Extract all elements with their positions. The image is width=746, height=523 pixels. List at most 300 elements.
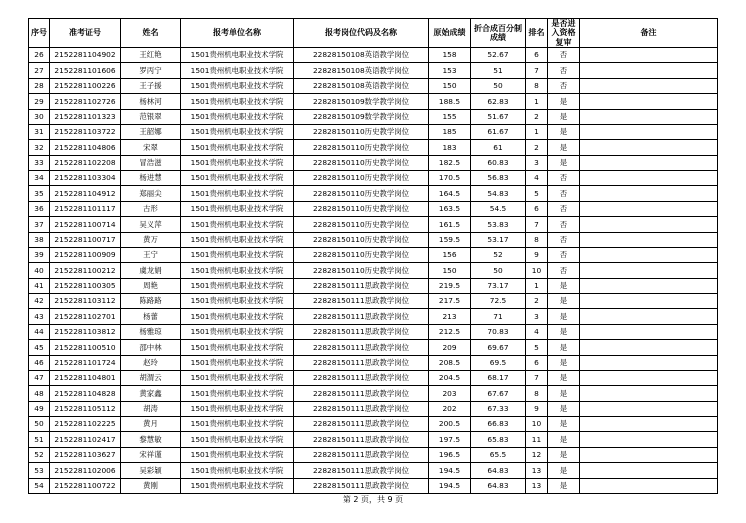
cell-seq: 50 xyxy=(29,417,50,432)
cell-unit: 1501贵州机电职业技术学院 xyxy=(181,78,294,93)
cell-qualified: 是 xyxy=(548,417,580,432)
cell-rank: 3 xyxy=(526,155,548,170)
cell-name: 冒浩滋 xyxy=(121,155,181,170)
cell-note xyxy=(580,401,718,416)
cell-exam-no: 2152281100212 xyxy=(50,263,121,278)
cell-name: 黄刚 xyxy=(121,478,181,493)
cell-name: 杨林河 xyxy=(121,94,181,109)
cell-converted-score: 71 xyxy=(471,309,526,324)
table-row xyxy=(29,432,718,447)
cell-name: 王宁 xyxy=(121,247,181,262)
cell-name: 黄月 xyxy=(121,417,181,432)
cell-post: 22828150110历史教学岗位 xyxy=(294,171,429,186)
cell-name: 吴义萍 xyxy=(121,217,181,232)
cell-converted-score: 68.17 xyxy=(471,370,526,385)
cell-raw-score: 158 xyxy=(429,48,471,63)
cell-raw-score: 188.5 xyxy=(429,94,471,109)
cell-rank: 6 xyxy=(526,48,548,63)
cell-rank: 12 xyxy=(526,447,548,462)
cell-unit: 1501贵州机电职业技术学院 xyxy=(181,370,294,385)
cell-unit: 1501贵州机电职业技术学院 xyxy=(181,417,294,432)
cell-seq: 29 xyxy=(29,94,50,109)
cell-rank: 7 xyxy=(526,217,548,232)
cell-raw-score: 194.5 xyxy=(429,463,471,478)
cell-converted-score: 72.5 xyxy=(471,294,526,309)
cell-converted-score: 67.67 xyxy=(471,386,526,401)
table-row xyxy=(29,355,718,370)
cell-note xyxy=(580,432,718,447)
cell-rank: 2 xyxy=(526,109,548,124)
cell-converted-score: 50 xyxy=(471,78,526,93)
header-raw-score: 原始成绩 xyxy=(429,19,471,48)
cell-qualified: 否 xyxy=(548,63,580,78)
cell-seq: 41 xyxy=(29,278,50,293)
cell-qualified: 是 xyxy=(548,386,580,401)
cell-raw-score: 156 xyxy=(429,247,471,262)
cell-rank: 9 xyxy=(526,247,548,262)
table-row xyxy=(29,340,718,355)
cell-rank: 5 xyxy=(526,340,548,355)
cell-post: 22828150111思政教学岗位 xyxy=(294,370,429,385)
table-row xyxy=(29,478,718,493)
table-row xyxy=(29,417,718,432)
table-row xyxy=(29,78,718,93)
cell-raw-score: 208.5 xyxy=(429,355,471,370)
cell-converted-score: 54.5 xyxy=(471,201,526,216)
cell-converted-score: 69.5 xyxy=(471,355,526,370)
table-row xyxy=(29,171,718,186)
cell-rank: 11 xyxy=(526,432,548,447)
cell-unit: 1501贵州机电职业技术学院 xyxy=(181,217,294,232)
cell-unit: 1501贵州机电职业技术学院 xyxy=(181,109,294,124)
cell-unit: 1501贵州机电职业技术学院 xyxy=(181,140,294,155)
cell-qualified: 是 xyxy=(548,294,580,309)
cell-exam-no: 2152281103812 xyxy=(50,324,121,339)
cell-note xyxy=(580,417,718,432)
cell-name: 罗丙宁 xyxy=(121,63,181,78)
cell-converted-score: 65.5 xyxy=(471,447,526,462)
cell-qualified: 否 xyxy=(548,201,580,216)
table-row xyxy=(29,155,718,170)
cell-unit: 1501贵州机电职业技术学院 xyxy=(181,124,294,139)
cell-qualified: 是 xyxy=(548,447,580,462)
cell-raw-score: 203 xyxy=(429,386,471,401)
cell-rank: 1 xyxy=(526,94,548,109)
cell-rank: 7 xyxy=(526,370,548,385)
cell-seq: 36 xyxy=(29,201,50,216)
table-row xyxy=(29,48,718,63)
header-rank: 排名 xyxy=(526,19,548,48)
table-row xyxy=(29,309,718,324)
cell-post: 22828150110历史教学岗位 xyxy=(294,140,429,155)
cell-raw-score: 155 xyxy=(429,109,471,124)
cell-post: 22828150110历史教学岗位 xyxy=(294,186,429,201)
header-seq: 序号 xyxy=(29,19,50,48)
cell-raw-score: 183 xyxy=(429,140,471,155)
cell-rank: 1 xyxy=(526,278,548,293)
cell-converted-score: 66.83 xyxy=(471,417,526,432)
cell-note xyxy=(580,155,718,170)
cell-note xyxy=(580,386,718,401)
cell-name: 王红艳 xyxy=(121,48,181,63)
cell-seq: 35 xyxy=(29,186,50,201)
cell-name: 杨进慧 xyxy=(121,171,181,186)
cell-qualified: 否 xyxy=(548,263,580,278)
cell-exam-no: 2152281104806 xyxy=(50,140,121,155)
cell-qualified: 否 xyxy=(548,48,580,63)
cell-post: 22828150111思政教学岗位 xyxy=(294,463,429,478)
cell-note xyxy=(580,217,718,232)
cell-qualified: 是 xyxy=(548,463,580,478)
cell-note xyxy=(580,324,718,339)
results-sheet xyxy=(28,18,717,494)
cell-post: 22828150109数学教学岗位 xyxy=(294,109,429,124)
cell-qualified: 是 xyxy=(548,478,580,493)
cell-converted-score: 54.83 xyxy=(471,186,526,201)
cell-seq: 38 xyxy=(29,232,50,247)
cell-name: 王韶娜 xyxy=(121,124,181,139)
cell-unit: 1501贵州机电职业技术学院 xyxy=(181,201,294,216)
cell-seq: 31 xyxy=(29,124,50,139)
cell-unit: 1501贵州机电职业技术学院 xyxy=(181,155,294,170)
cell-post: 22828150111思政教学岗位 xyxy=(294,432,429,447)
table-row xyxy=(29,94,718,109)
cell-exam-no: 2152281101724 xyxy=(50,355,121,370)
table-row xyxy=(29,324,718,339)
cell-seq: 27 xyxy=(29,63,50,78)
cell-qualified: 否 xyxy=(548,171,580,186)
cell-exam-no: 2152281104828 xyxy=(50,386,121,401)
header-exam-no: 准考证号 xyxy=(50,19,121,48)
cell-name: 范银翠 xyxy=(121,109,181,124)
cell-exam-no: 2152281104801 xyxy=(50,370,121,385)
cell-qualified: 是 xyxy=(548,370,580,385)
cell-seq: 28 xyxy=(29,78,50,93)
table-row xyxy=(29,140,718,155)
cell-post: 22828150111思政教学岗位 xyxy=(294,447,429,462)
cell-name: 周艳 xyxy=(121,278,181,293)
cell-exam-no: 2152281103112 xyxy=(50,294,121,309)
cell-exam-no: 2152281100305 xyxy=(50,278,121,293)
cell-note xyxy=(580,63,718,78)
cell-exam-no: 2152281104912 xyxy=(50,186,121,201)
cell-raw-score: 204.5 xyxy=(429,370,471,385)
cell-seq: 44 xyxy=(29,324,50,339)
cell-seq: 45 xyxy=(29,340,50,355)
cell-converted-score: 67.33 xyxy=(471,401,526,416)
page-footer: 第 2 页，共 9 页 xyxy=(342,495,404,504)
cell-seq: 26 xyxy=(29,48,50,63)
cell-unit: 1501贵州机电职业技术学院 xyxy=(181,232,294,247)
cell-raw-score: 170.5 xyxy=(429,171,471,186)
cell-post: 22828150111思政教学岗位 xyxy=(294,324,429,339)
cell-raw-score: 153 xyxy=(429,63,471,78)
cell-converted-score: 61 xyxy=(471,140,526,155)
header-row xyxy=(29,19,718,48)
cell-unit: 1501贵州机电职业技术学院 xyxy=(181,294,294,309)
cell-unit: 1501贵州机电职业技术学院 xyxy=(181,478,294,493)
cell-converted-score: 51 xyxy=(471,63,526,78)
cell-note xyxy=(580,94,718,109)
cell-note xyxy=(580,340,718,355)
cell-qualified: 是 xyxy=(548,401,580,416)
cell-post: 22828150110历史教学岗位 xyxy=(294,247,429,262)
cell-exam-no: 2152281102006 xyxy=(50,463,121,478)
cell-name: 胡渭云 xyxy=(121,370,181,385)
table-row xyxy=(29,294,718,309)
cell-rank: 4 xyxy=(526,324,548,339)
cell-converted-score: 64.83 xyxy=(471,478,526,493)
cell-post: 22828150108英语教学岗位 xyxy=(294,48,429,63)
cell-seq: 42 xyxy=(29,294,50,309)
cell-rank: 6 xyxy=(526,355,548,370)
cell-qualified: 是 xyxy=(548,432,580,447)
cell-post: 22828150111思政教学岗位 xyxy=(294,294,429,309)
cell-rank: 3 xyxy=(526,309,548,324)
cell-note xyxy=(580,263,718,278)
cell-post: 22828150111思政教学岗位 xyxy=(294,340,429,355)
header-post: 报考岗位代码及名称 xyxy=(294,19,429,48)
cell-qualified: 否 xyxy=(548,232,580,247)
cell-converted-score: 73.17 xyxy=(471,278,526,293)
cell-name: 杨蕾 xyxy=(121,309,181,324)
cell-name: 赵玲 xyxy=(121,355,181,370)
cell-exam-no: 2152281102701 xyxy=(50,309,121,324)
table-row xyxy=(29,386,718,401)
cell-name: 宋翠 xyxy=(121,140,181,155)
cell-exam-no: 2152281101323 xyxy=(50,109,121,124)
cell-qualified: 是 xyxy=(548,340,580,355)
cell-qualified: 否 xyxy=(548,78,580,93)
cell-seq: 37 xyxy=(29,217,50,232)
cell-note xyxy=(580,109,718,124)
cell-raw-score: 164.5 xyxy=(429,186,471,201)
cell-name: 吴彩颖 xyxy=(121,463,181,478)
results-table xyxy=(28,18,718,494)
cell-qualified: 是 xyxy=(548,324,580,339)
cell-exam-no: 2152281102208 xyxy=(50,155,121,170)
cell-note xyxy=(580,478,718,493)
cell-exam-no: 2152281101117 xyxy=(50,201,121,216)
cell-unit: 1501贵州机电职业技术学院 xyxy=(181,324,294,339)
cell-rank: 8 xyxy=(526,386,548,401)
cell-exam-no: 2152281100722 xyxy=(50,478,121,493)
cell-exam-no: 2152281102225 xyxy=(50,417,121,432)
cell-raw-score: 196.5 xyxy=(429,447,471,462)
cell-rank: 8 xyxy=(526,78,548,93)
cell-seq: 49 xyxy=(29,401,50,416)
header-name: 姓名 xyxy=(121,19,181,48)
cell-qualified: 是 xyxy=(548,355,580,370)
cell-post: 22828150111思政教学岗位 xyxy=(294,355,429,370)
cell-unit: 1501贵州机电职业技术学院 xyxy=(181,48,294,63)
cell-unit: 1501贵州机电职业技术学院 xyxy=(181,171,294,186)
header-unit: 报考单位名称 xyxy=(181,19,294,48)
cell-unit: 1501贵州机电职业技术学院 xyxy=(181,263,294,278)
cell-name: 胡涛 xyxy=(121,401,181,416)
cell-seq: 30 xyxy=(29,109,50,124)
cell-qualified: 是 xyxy=(548,155,580,170)
cell-raw-score: 150 xyxy=(429,263,471,278)
cell-name: 黎慧敏 xyxy=(121,432,181,447)
cell-rank: 5 xyxy=(526,186,548,201)
cell-exam-no: 2152281105112 xyxy=(50,401,121,416)
cell-unit: 1501贵州机电职业技术学院 xyxy=(181,432,294,447)
cell-converted-score: 62.83 xyxy=(471,94,526,109)
cell-note xyxy=(580,370,718,385)
cell-converted-score: 53.83 xyxy=(471,217,526,232)
cell-rank: 8 xyxy=(526,232,548,247)
cell-rank: 9 xyxy=(526,401,548,416)
cell-seq: 43 xyxy=(29,309,50,324)
cell-qualified: 是 xyxy=(548,140,580,155)
cell-converted-score: 52.67 xyxy=(471,48,526,63)
cell-qualified: 否 xyxy=(548,247,580,262)
cell-post: 22828150108英语教学岗位 xyxy=(294,78,429,93)
cell-raw-score: 200.5 xyxy=(429,417,471,432)
cell-rank: 10 xyxy=(526,263,548,278)
cell-raw-score: 194.5 xyxy=(429,478,471,493)
cell-post: 22828150109数学教学岗位 xyxy=(294,94,429,109)
cell-post: 22828150108英语教学岗位 xyxy=(294,63,429,78)
cell-qualified: 是 xyxy=(548,109,580,124)
cell-rank: 2 xyxy=(526,294,548,309)
cell-unit: 1501贵州机电职业技术学院 xyxy=(181,340,294,355)
table-row xyxy=(29,124,718,139)
cell-post: 22828150110历史教学岗位 xyxy=(294,124,429,139)
cell-qualified: 是 xyxy=(548,124,580,139)
cell-converted-score: 70.83 xyxy=(471,324,526,339)
cell-exam-no: 2152281101606 xyxy=(50,63,121,78)
cell-seq: 46 xyxy=(29,355,50,370)
cell-note xyxy=(580,201,718,216)
cell-converted-score: 50 xyxy=(471,263,526,278)
cell-unit: 1501贵州机电职业技术学院 xyxy=(181,309,294,324)
cell-name: 杨雅琼 xyxy=(121,324,181,339)
cell-note xyxy=(580,278,718,293)
cell-post: 22828150110历史教学岗位 xyxy=(294,217,429,232)
cell-note xyxy=(580,447,718,462)
cell-raw-score: 159.5 xyxy=(429,232,471,247)
cell-raw-score: 182.5 xyxy=(429,155,471,170)
cell-seq: 39 xyxy=(29,247,50,262)
cell-rank: 7 xyxy=(526,63,548,78)
cell-converted-score: 51.67 xyxy=(471,109,526,124)
table-row xyxy=(29,247,718,262)
cell-converted-score: 56.83 xyxy=(471,171,526,186)
cell-note xyxy=(580,171,718,186)
header-note: 备注 xyxy=(580,19,718,48)
cell-unit: 1501贵州机电职业技术学院 xyxy=(181,386,294,401)
cell-exam-no: 2152281103304 xyxy=(50,171,121,186)
cell-raw-score: 202 xyxy=(429,401,471,416)
cell-unit: 1501贵州机电职业技术学院 xyxy=(181,94,294,109)
cell-name: 黄家鑫 xyxy=(121,386,181,401)
cell-unit: 1501贵州机电职业技术学院 xyxy=(181,186,294,201)
cell-qualified: 否 xyxy=(548,186,580,201)
cell-post: 22828150111思政教学岗位 xyxy=(294,478,429,493)
cell-exam-no: 2152281102417 xyxy=(50,432,121,447)
cell-seq: 54 xyxy=(29,478,50,493)
cell-unit: 1501贵州机电职业技术学院 xyxy=(181,63,294,78)
table-row xyxy=(29,401,718,416)
cell-exam-no: 2152281100510 xyxy=(50,340,121,355)
cell-note xyxy=(580,463,718,478)
cell-qualified: 是 xyxy=(548,278,580,293)
cell-converted-score: 64.83 xyxy=(471,463,526,478)
cell-converted-score: 65.83 xyxy=(471,432,526,447)
cell-note xyxy=(580,294,718,309)
cell-raw-score: 213 xyxy=(429,309,471,324)
table-row xyxy=(29,109,718,124)
cell-name: 古形 xyxy=(121,201,181,216)
cell-note xyxy=(580,140,718,155)
cell-name: 郑丽尖 xyxy=(121,186,181,201)
cell-name: 邵中林 xyxy=(121,340,181,355)
header-converted-score: 折合成百分制成绩 xyxy=(471,19,526,48)
table-row xyxy=(29,63,718,78)
cell-name: 王子援 xyxy=(121,78,181,93)
cell-seq: 33 xyxy=(29,155,50,170)
table-row xyxy=(29,463,718,478)
cell-exam-no: 2152281102726 xyxy=(50,94,121,109)
cell-unit: 1501贵州机电职业技术学院 xyxy=(181,355,294,370)
cell-raw-score: 150 xyxy=(429,78,471,93)
table-row xyxy=(29,217,718,232)
cell-rank: 10 xyxy=(526,417,548,432)
cell-exam-no: 2152281103627 xyxy=(50,447,121,462)
cell-post: 22828150111思政教学岗位 xyxy=(294,386,429,401)
table-body xyxy=(29,48,718,494)
cell-exam-no: 2152281100226 xyxy=(50,78,121,93)
header-qualified: 是否进入资格复审 xyxy=(548,19,580,48)
table-row xyxy=(29,370,718,385)
cell-converted-score: 52 xyxy=(471,247,526,262)
cell-exam-no: 2152281100909 xyxy=(50,247,121,262)
cell-converted-score: 53.17 xyxy=(471,232,526,247)
cell-seq: 48 xyxy=(29,386,50,401)
cell-post: 22828150111思政教学岗位 xyxy=(294,417,429,432)
cell-post: 22828150110历史教学岗位 xyxy=(294,263,429,278)
cell-seq: 34 xyxy=(29,171,50,186)
cell-converted-score: 60.83 xyxy=(471,155,526,170)
cell-note xyxy=(580,247,718,262)
cell-seq: 47 xyxy=(29,370,50,385)
cell-post: 22828150111思政教学岗位 xyxy=(294,401,429,416)
table-row xyxy=(29,278,718,293)
cell-note xyxy=(580,124,718,139)
cell-note xyxy=(580,186,718,201)
cell-qualified: 是 xyxy=(548,94,580,109)
cell-name: 黄万 xyxy=(121,232,181,247)
cell-post: 22828150110历史教学岗位 xyxy=(294,232,429,247)
cell-converted-score: 61.67 xyxy=(471,124,526,139)
cell-name: 陈路路 xyxy=(121,294,181,309)
cell-unit: 1501贵州机电职业技术学院 xyxy=(181,278,294,293)
cell-rank: 13 xyxy=(526,478,548,493)
cell-unit: 1501贵州机电职业技术学院 xyxy=(181,247,294,262)
cell-unit: 1501贵州机电职业技术学院 xyxy=(181,401,294,416)
cell-qualified: 是 xyxy=(548,309,580,324)
cell-rank: 2 xyxy=(526,140,548,155)
cell-name: 宋祥谨 xyxy=(121,447,181,462)
table-row xyxy=(29,201,718,216)
cell-raw-score: 197.5 xyxy=(429,432,471,447)
cell-seq: 52 xyxy=(29,447,50,462)
cell-name: 虞龙娟 xyxy=(121,263,181,278)
cell-seq: 51 xyxy=(29,432,50,447)
cell-raw-score: 163.5 xyxy=(429,201,471,216)
